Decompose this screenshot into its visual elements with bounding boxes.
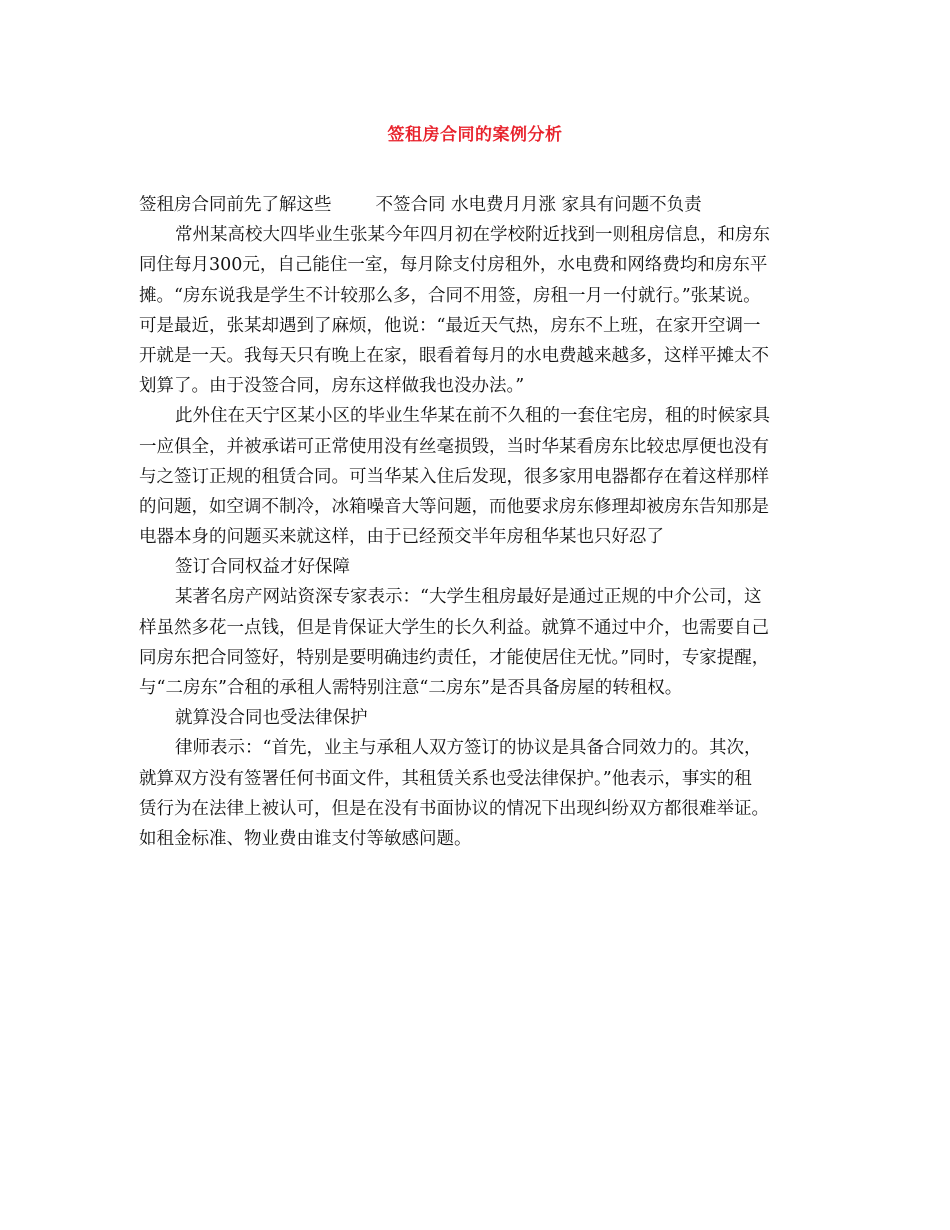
line-heading-1-part-a: 签租房合同前先了解这些 bbox=[139, 195, 332, 215]
paragraph-line: 电器本身的问题买来就这样，由于已经预交半年房租华某也只好忍了 bbox=[139, 527, 664, 548]
paragraph-line: 如租金标准、物业费由谁支付等敏感问题。 bbox=[139, 828, 472, 849]
paragraph-line: 同房东把合同签好，特别是要明确违约责任，才能使居住无忧。”同时，专家提醒， bbox=[139, 647, 770, 668]
paragraph-line: 律师表示：“首先，业主与承租人双方签订的协议是具备合同效力的。其次， bbox=[175, 738, 762, 759]
line-heading-1 bbox=[139, 190, 829, 220]
paragraph-line: 摊。“房东说我是学生不计较那么多，合同不用签，房租一月一付就行。”张某说。 bbox=[139, 285, 761, 306]
document-body bbox=[139, 190, 829, 854]
paragraph-line: 开就是一天。我每天只有晚上在家，眼看着每月的水电费越来越多，这样平摊太不 bbox=[139, 345, 769, 366]
paragraph-line: 的问题，如空调不制冷，冰箱噪音大等问题，而他要求房东修理却被房东告知那是 bbox=[139, 496, 769, 517]
paragraph-line: 与之签订正规的租赁合同。可当华某入住后发现，很多家用电器都存在着这样那样 bbox=[139, 466, 769, 487]
paragraph-line: 某著名房产网站资深专家表示：“大学生租房最好是通过正规的中介公司，这 bbox=[175, 587, 762, 608]
section-heading: 签订合同权益才好保障 bbox=[175, 557, 350, 578]
paragraph-line: 与“二房东”合租的承租人需特别注意“二房东”是否具备房屋的转租权。 bbox=[139, 678, 683, 698]
document-title: 签租房合同的案例分析 bbox=[387, 125, 563, 145]
line-heading-1-part-b: 不签合同 水电费月月涨 家具有问题不负责 bbox=[375, 195, 702, 215]
paragraph-line: 就算双方没有签署任何书面文件，其租赁关系也受法律保护。”他表示，事实的租 bbox=[139, 768, 752, 789]
paragraph-line: 此外住在天宁区某小区的毕业生华某在前不久租的一套住宅房，租的时候家具 bbox=[175, 406, 770, 427]
paragraph-line: 一应俱全，并被承诺可正常使用没有丝毫损毁，当时华某看房东比较忠厚便也没有 bbox=[139, 436, 769, 457]
paragraph-line: 常州某高校大四毕业生张某今年四月初在学校附近找到一则租房信息，和房东 bbox=[175, 225, 770, 246]
paragraph-line: 同住每月300元，自己能住一室，每月除支付房租外，水电费和网络费均和房东平 bbox=[139, 255, 768, 276]
paragraph-line: 样虽然多花一点钱，但是肯保证大学生的长久利益。就算不通过中介，也需要自己 bbox=[139, 617, 769, 638]
section-heading: 就算没合同也受法律保护 bbox=[175, 708, 368, 729]
paragraph-line: 划算了。由于没签合同，房东这样做我也没办法。” bbox=[139, 376, 525, 397]
paragraph-line: 可是最近，张某却遇到了麻烦，他说：“最近天气热，房东不上班，在家开空调一 bbox=[139, 315, 761, 336]
paragraph-line: 赁行为在法律上被认可，但是在没有书面协议的情况下出现纠纷双方都很难举证。 bbox=[139, 798, 769, 819]
